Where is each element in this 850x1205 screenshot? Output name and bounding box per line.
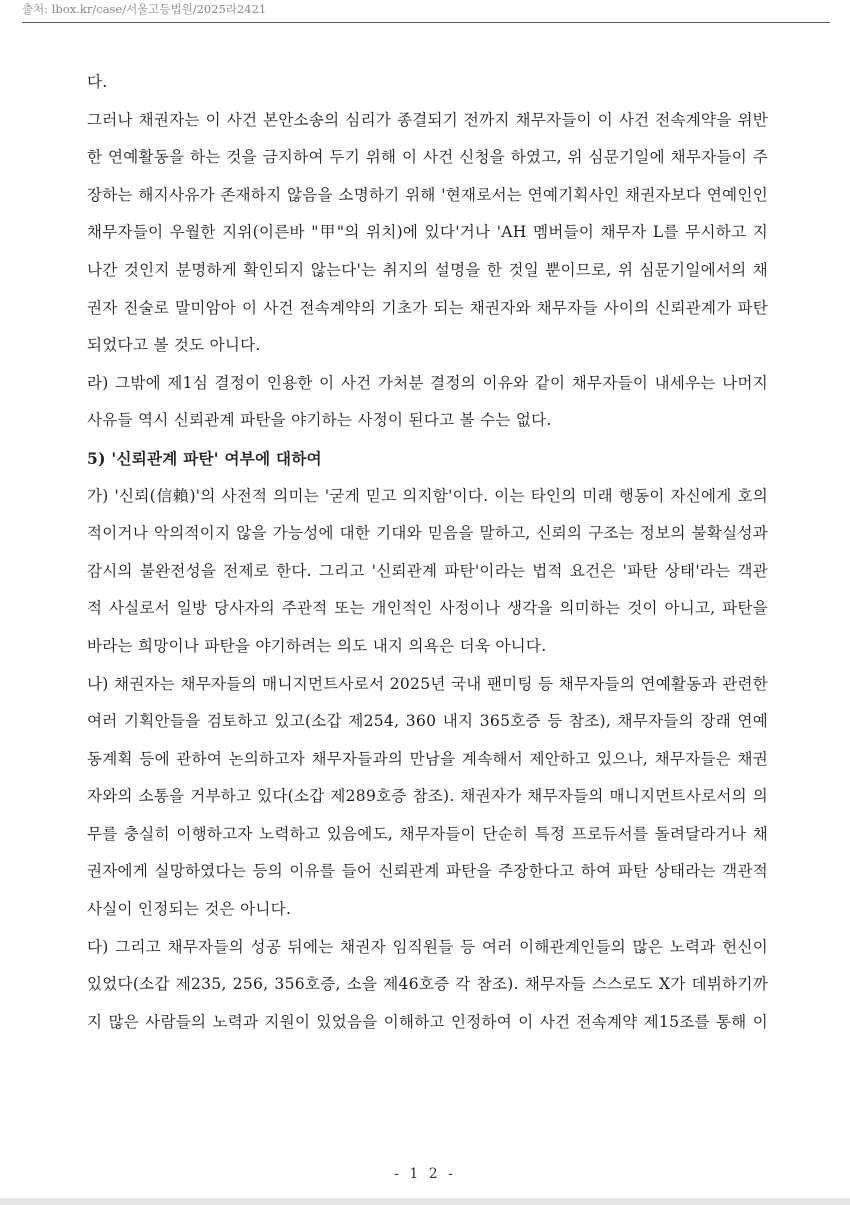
text-line: 되었다고 볼 것도 아니다. xyxy=(87,336,261,355)
text-line: 있었다(소갑 제235, 256, 356호증, 소을 제46호증 각 참조). 채무자들 스스로도 X가 데뷔하기까 xyxy=(87,975,768,994)
text-line: 바라는 희망이나 파탄을 야기하려는 의도 내지 의욕은 더욱 아니다. xyxy=(87,636,547,655)
text-line: 다. xyxy=(87,73,108,91)
text-line: 적이거나 악의적이지 않을 가능성에 대한 기대와 믿음을 말하고, 신뢰의 구조는 정보의 불확실성과 xyxy=(87,524,768,543)
text-line: 권자 진술로 말미암아 이 사건 전속계약의 기초가 되는 채권자와 채무자들 사이의 신뢰관계가 파탄 xyxy=(87,298,768,317)
header-divider xyxy=(22,22,830,23)
text-line: 사실이 인정되는 것은 아니다. xyxy=(87,900,292,919)
text-line: 감시의 불완전성을 전제로 한다. 그리고 '신뢰관계 파탄'이라는 법적 요건은 '파탄 상태'라는 객관 xyxy=(87,561,768,580)
text-line: 자와의 소통을 거부하고 있다(소갑 제289호증 참조). 채권자가 채무자들의 매니지먼트사로서의 의 xyxy=(87,787,768,806)
text-line: 적 사실로서 일방 당사자의 주관적 또는 개인적인 사정이나 생각을 의미하는 것이 아니고, 파탄을 xyxy=(87,599,768,618)
text-line: 여러 기획안들을 검토하고 있고(소갑 제254, 360 내지 365호증 등 참조), 채무자들의 장래 연예 xyxy=(87,712,768,731)
text-line: 권자에게 실망하였다는 등의 이유를 들어 신뢰관계 파탄을 주장한다고 하여 파탄 상태라는 객관적 xyxy=(87,862,768,881)
page-number: - 1 2 - xyxy=(394,1166,456,1182)
text-line: 장하는 해지사유가 존재하지 않음을 소명하기 위해 '현재로서는 연예기획사인 채권자보다 연예인인 xyxy=(87,185,768,204)
text-line: 동계획 등에 관하여 논의하고자 채무자들과의 만남을 계속해서 제안하고 있으나, 채무자들은 채권 xyxy=(87,749,768,768)
text-line: 나) 채권자는 채무자들의 매니지먼트사로서 2025년 국내 팬미팅 등 채무자들의 연예활동과 관련한 xyxy=(87,674,768,693)
text-line: 그러나 채권자는 이 사건 본안소송의 심리가 종결되기 전까지 채무자들이 이 사건 전속계약을 위반 xyxy=(87,110,768,129)
text-line: 채무자들이 우월한 지위(이른바 "甲"의 위치)에 있다'거나 'AH 멤버들이 채무자 L를 무시하고 지 xyxy=(87,223,768,242)
text-line: 라) 그밖에 제1심 결정이 인용한 이 사건 가처분 결정의 이유와 같이 채무자들이 내세우는 나머지 xyxy=(87,373,768,392)
text-line: 다) 그리고 채무자들의 성공 뒤에는 채권자 임직원들 등 여러 이해관계인들의 많은 노력과 헌신이 xyxy=(87,937,768,956)
document-body xyxy=(87,64,768,1041)
page-bottom-bar xyxy=(0,1198,850,1205)
text-line: 나간 것인지 분명하게 확인되지 않는다'는 취지의 설명을 한 것일 뿐이므로, 위 심문기일에서의 채 xyxy=(87,260,768,279)
section-heading: 5) '신뢰관계 파탄' 여부에 대하여 xyxy=(87,448,322,468)
text-line: 가) '신뢰(信賴)'의 사전적 의미는 '굳게 믿고 의지함'이다. 이는 타인의 미래 행동이 자신에게 호의 xyxy=(87,486,768,505)
source-url: 출처: lbox.kr/case/서울고등법원/2025라2421 xyxy=(22,2,267,16)
text-line: 지 많은 사람들의 노력과 지원이 있었음을 이해하고 인정하여 이 사건 전속계약 제15조를 통해 이 xyxy=(87,1012,768,1031)
text-line: 한 연예활동을 하는 것을 금지하여 두기 위해 이 사건 신청을 하였고, 위 심문기일에 채무자들이 주 xyxy=(87,148,768,167)
text-line: 무를 충실히 이행하고자 노력하고 있음에도, 채무자들이 단순히 특정 프로듀서를 돌려달라거나 채 xyxy=(87,824,768,843)
text-line: 사유들 역시 신뢰관계 파탄을 야기하는 사정이 된다고 볼 수는 없다. xyxy=(87,411,552,430)
